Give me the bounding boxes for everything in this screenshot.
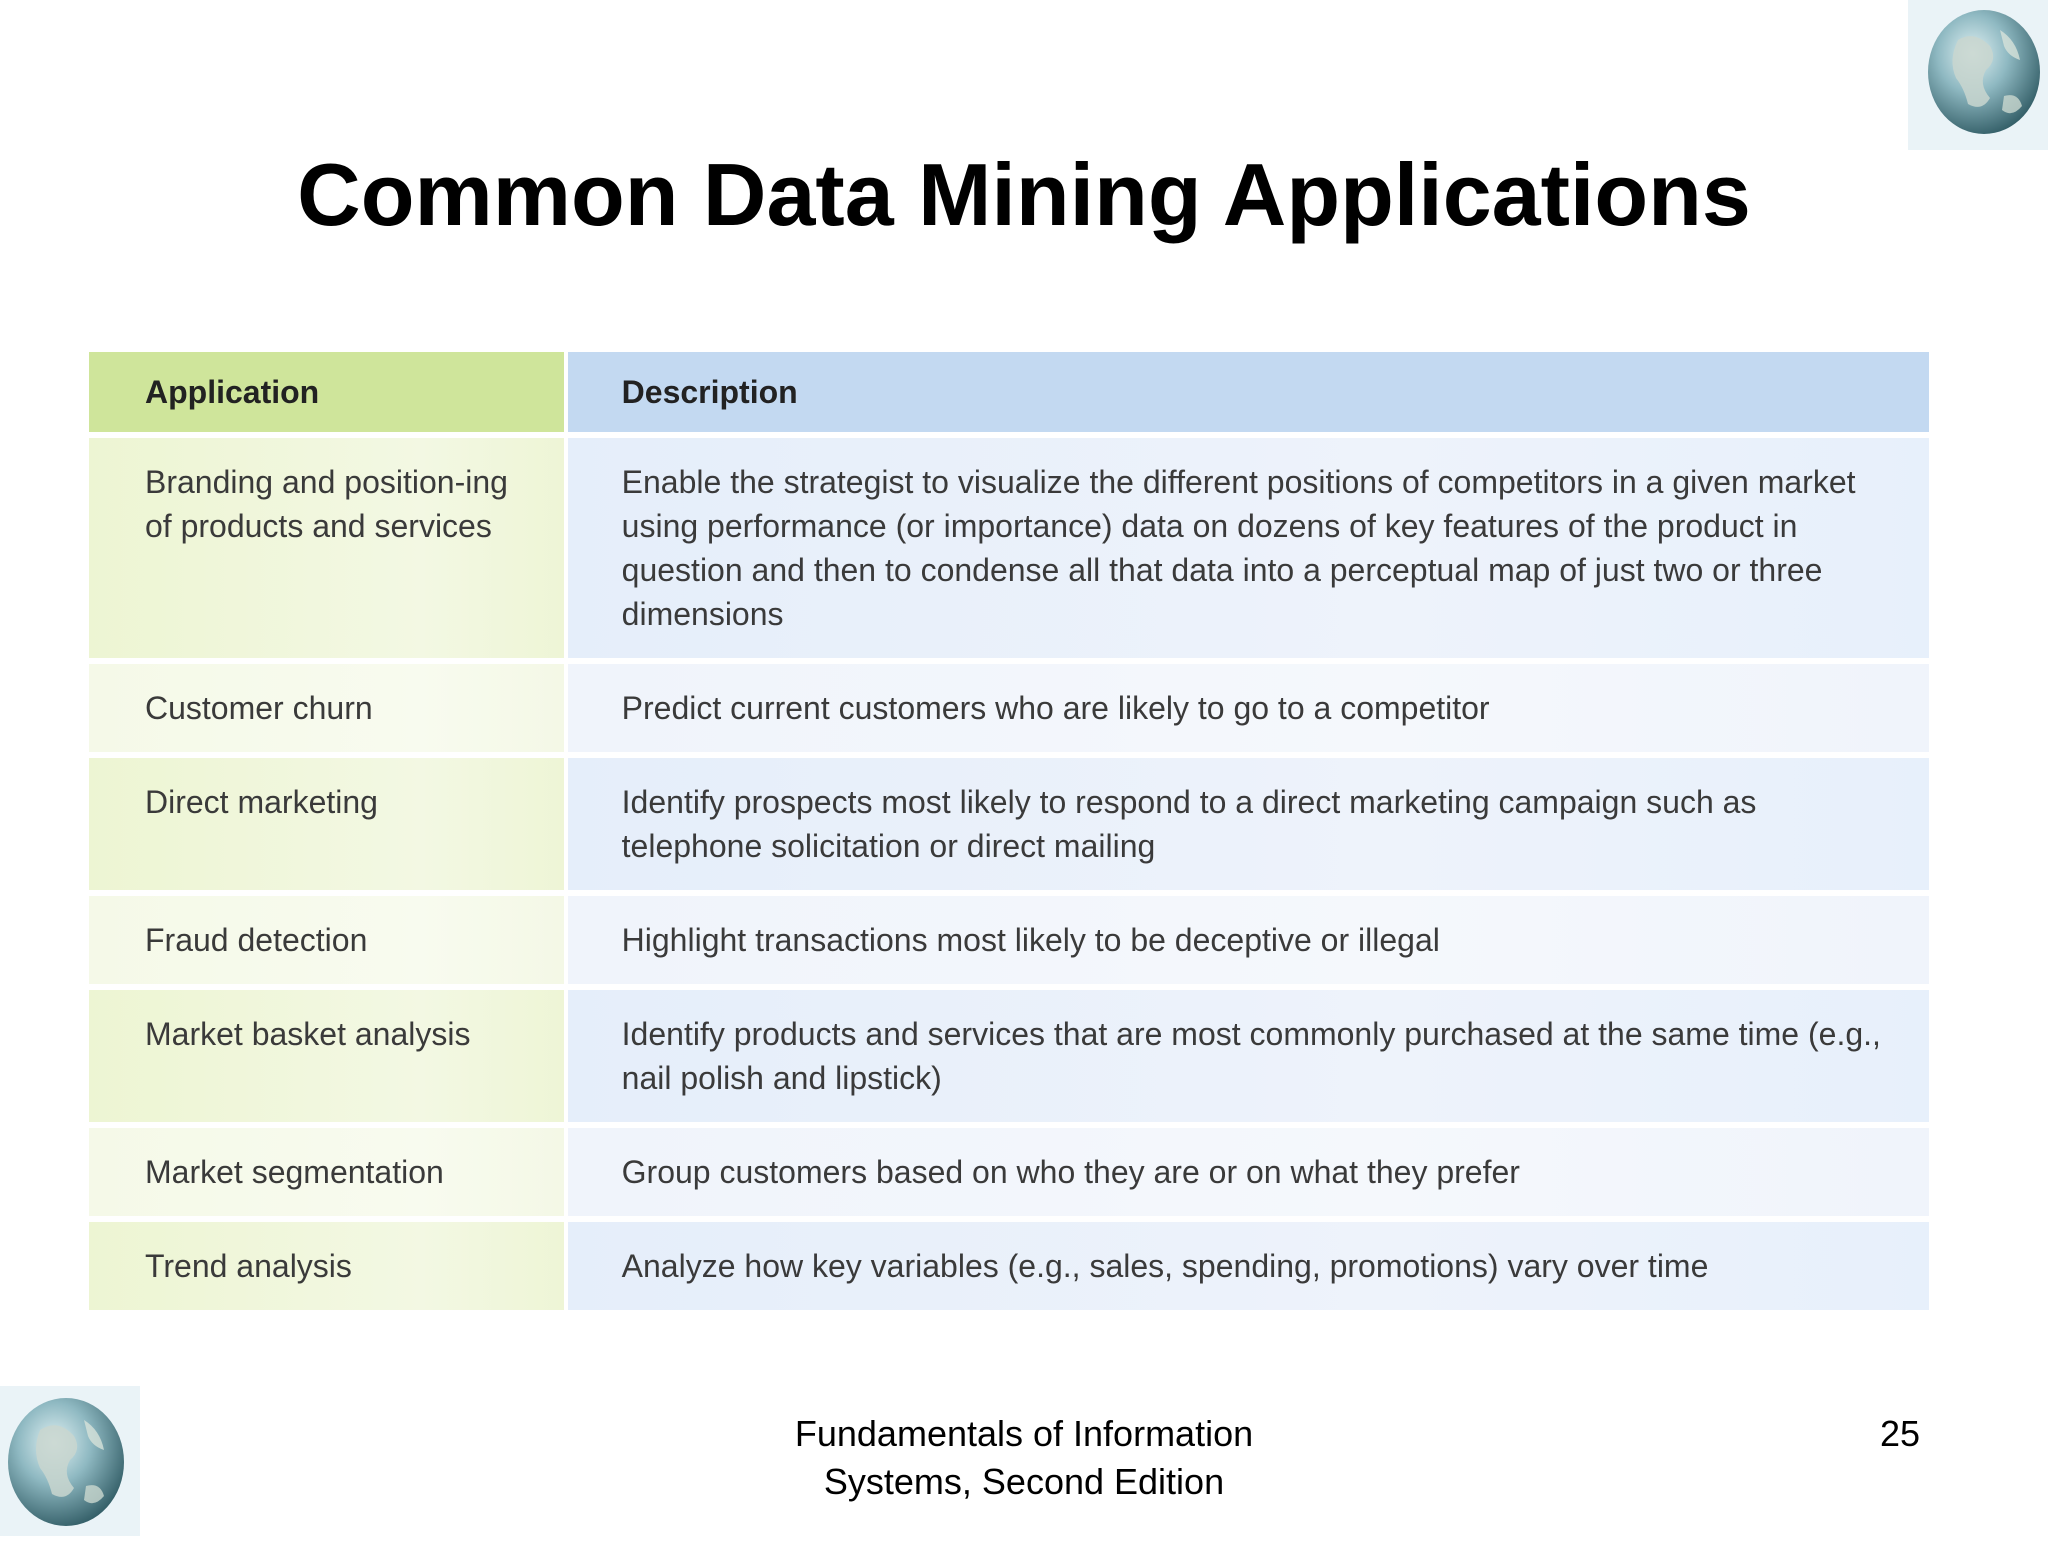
table-row (89, 658, 1929, 752)
globe-icon (0, 1386, 140, 1536)
table-row (89, 1216, 1929, 1310)
column-header-application: Application (89, 352, 564, 432)
description-cell: Analyze how key variables (e.g., sales, spending, promotions) vary over time (568, 1216, 1929, 1310)
footer-line-1: Fundamentals of Information (794, 1413, 1254, 1454)
globe-icon (1908, 0, 2048, 150)
description-cell: Enable the strategist to visualize the different positions of competitors in a given market using performance (or importance) data on dozens of key features of the product in question and then to condense all that data into a perceptual map of just two or three dimensions (568, 432, 1929, 658)
column-header-description: Description (568, 352, 1929, 432)
description-cell: Highlight transactions most likely to be deceptive or illegal (568, 890, 1929, 984)
slide-title: Common Data Mining Applications (297, 145, 1751, 244)
description-cell: Identify prospects most likely to respond to a direct marketing campaign such as telephone solicitation or direct mailing (568, 752, 1929, 890)
table-row (89, 752, 1929, 890)
application-cell: Trend analysis (89, 1216, 564, 1310)
footer-book-title (700, 1410, 1348, 1506)
table-row (89, 1122, 1929, 1216)
table-row (89, 984, 1929, 1122)
application-cell: Market segmentation (89, 1122, 564, 1216)
description-cell: Predict current customers who are likely to go to a competitor (568, 658, 1929, 752)
application-cell: Customer churn (89, 658, 564, 752)
application-cell: Market basket analysis (89, 984, 564, 1122)
application-cell: Direct marketing (89, 752, 564, 890)
description-cell: Group customers based on who they are or on what they prefer (568, 1122, 1929, 1216)
table-row (89, 890, 1929, 984)
page-number: 25 (1879, 1413, 1920, 1454)
application-cell: Branding and position-ing of products and services (89, 432, 564, 658)
application-cell: Fraud detection (89, 890, 564, 984)
footer-line-2: Systems, Second Edition (823, 1461, 1225, 1502)
description-cell: Identify products and services that are most commonly purchased at the same time (e.g., nail polish and lipstick) (568, 984, 1929, 1122)
table-header-row (89, 352, 1929, 432)
table-row (89, 432, 1929, 658)
data-mining-applications-table (89, 352, 1929, 1310)
